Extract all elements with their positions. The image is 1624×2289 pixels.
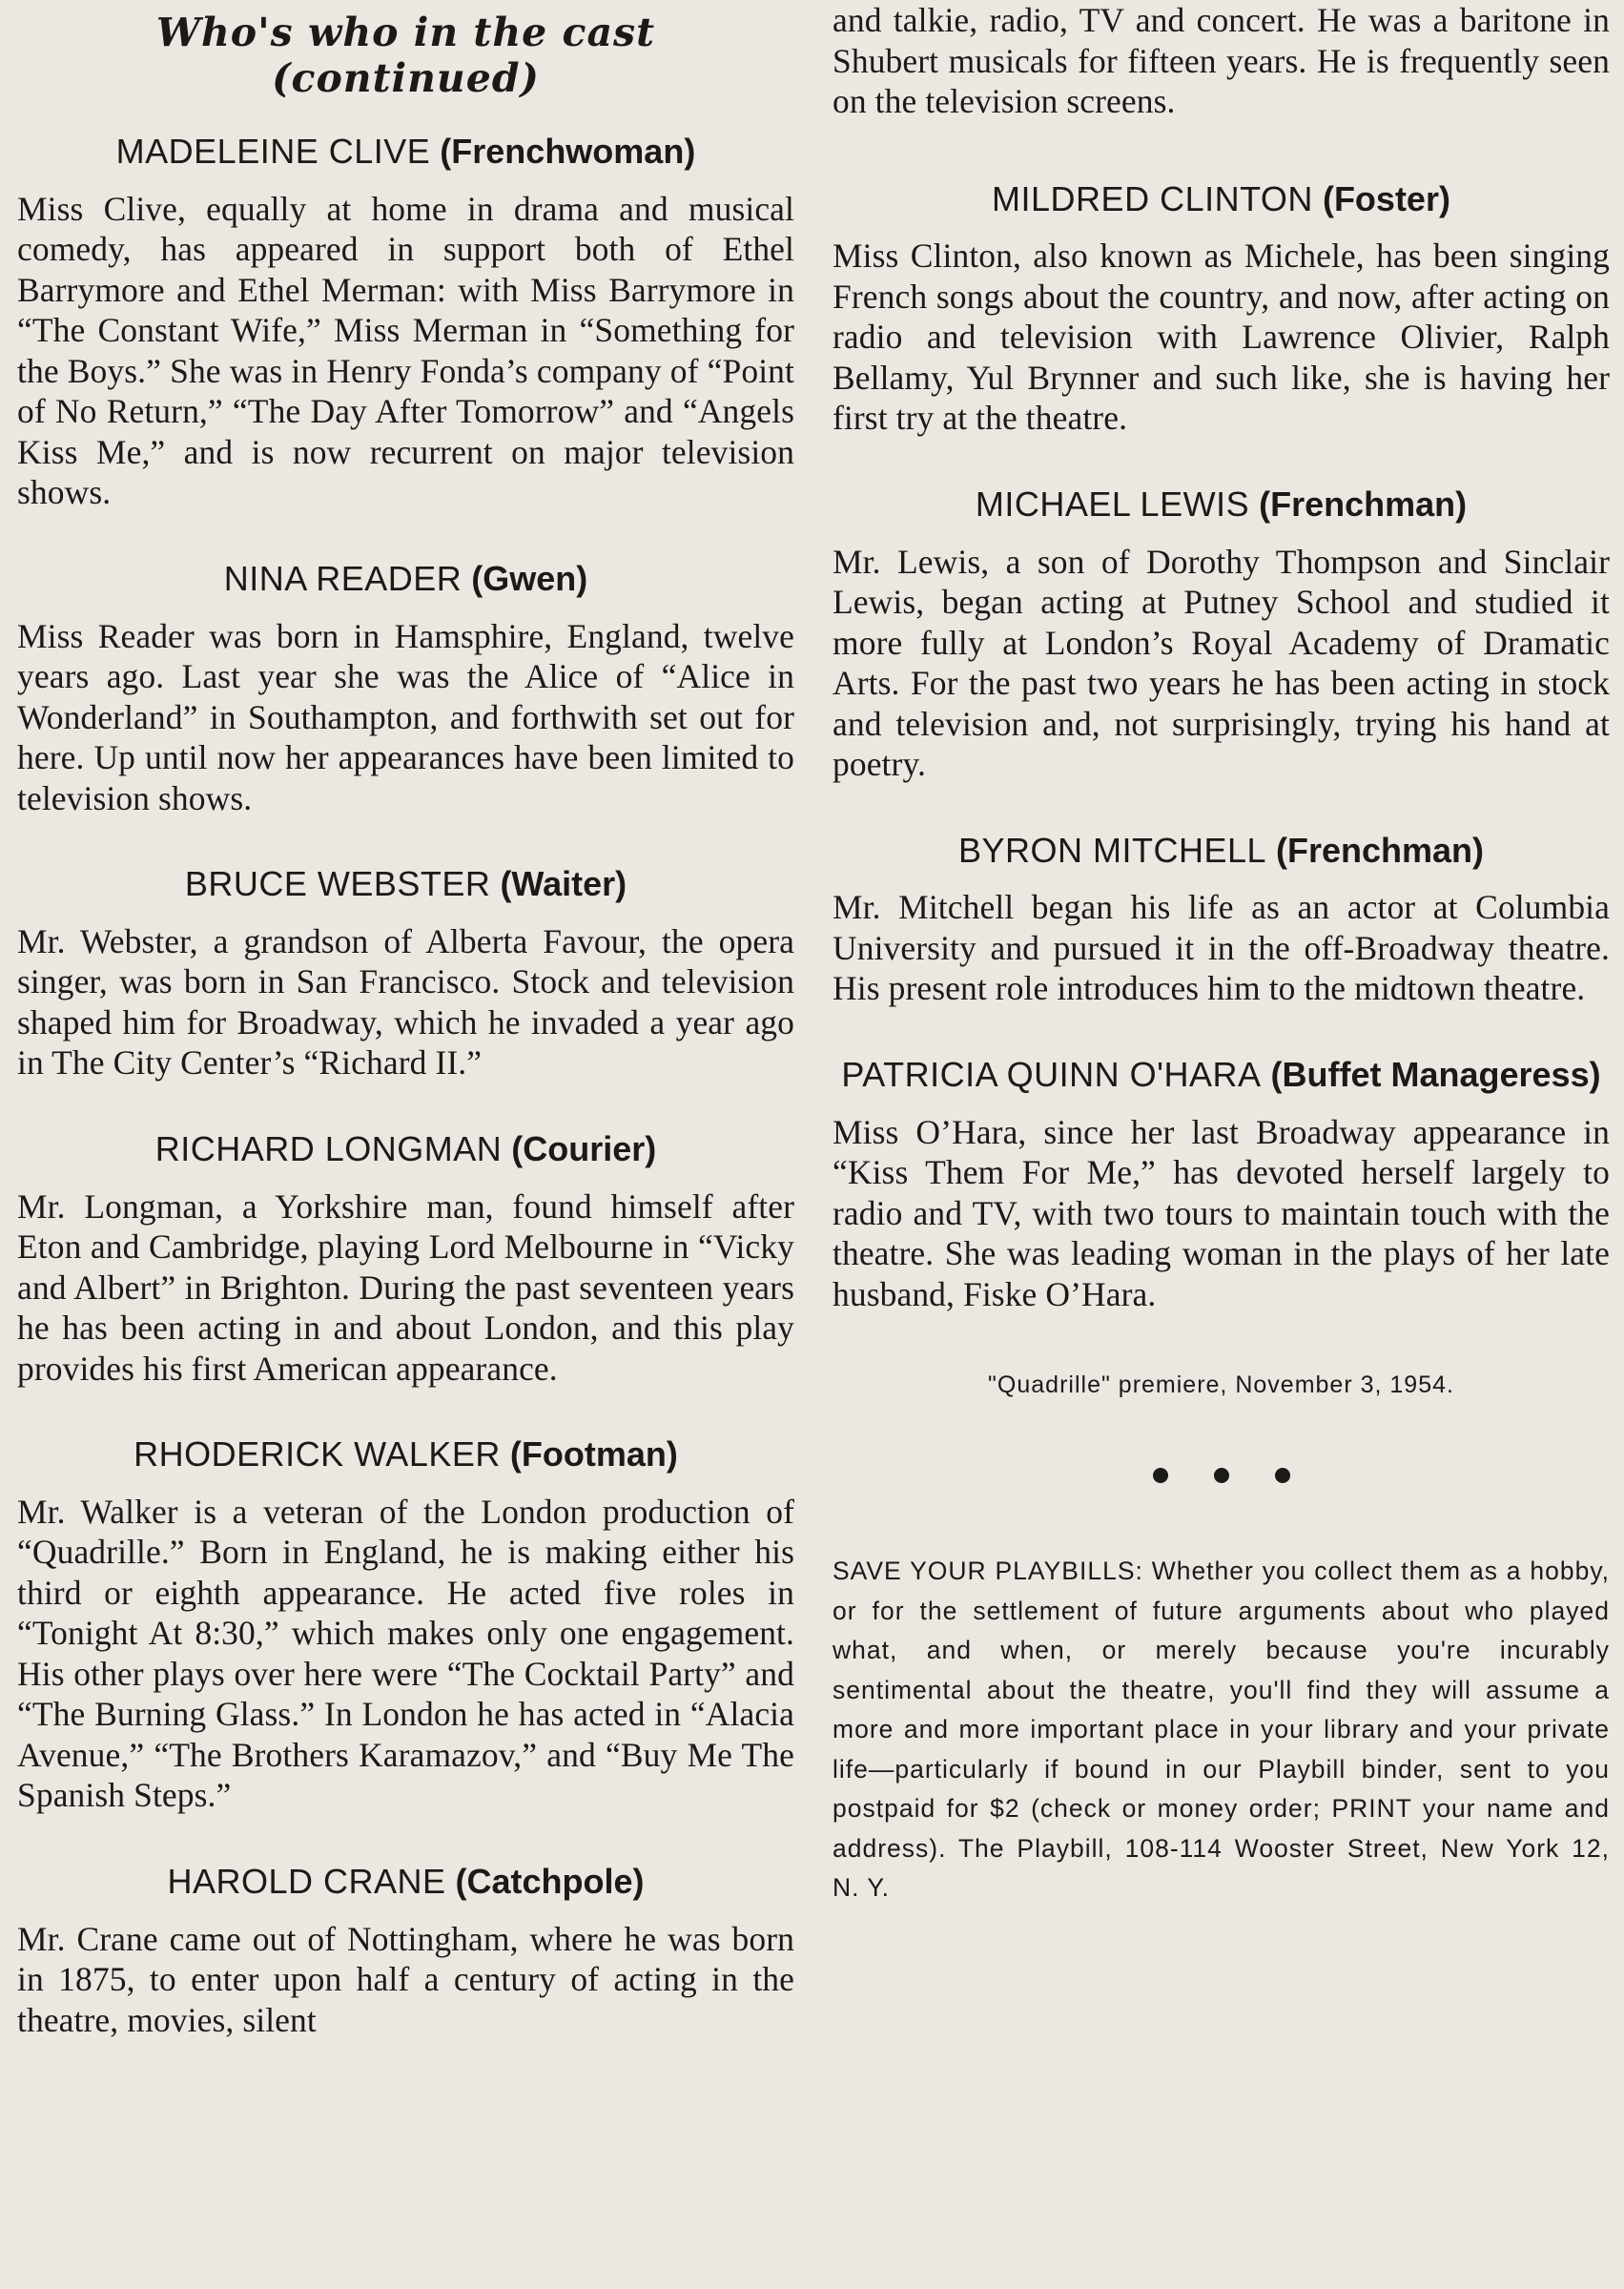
cast-role: (Catchpole) — [455, 1861, 645, 1901]
cast-role: (Waiter) — [500, 864, 627, 903]
cast-bio: Mr. Lewis, a son of Dorothy Thompson and Sinclair Lewis, began acting at Putney School and studied it more fully at London’s Royal Academy of Dramatic Arts. For the past two years he has been acting in stock and television and, not surprisingly, trying his hand at poetry. — [833, 542, 1610, 783]
cast-name: BYRON MITCHELL — [957, 830, 1266, 870]
cast-entry-reader — [17, 559, 794, 818]
cast-name: MADELEINE CLIVE — [115, 132, 431, 171]
cast-name-line — [833, 485, 1610, 525]
cast-entry-clinton — [833, 179, 1610, 439]
cast-name-line — [17, 1862, 794, 1902]
cast-name-line — [17, 559, 794, 599]
cast-bio: Mr. Webster, a grandson of Alberta Favour, the opera singer, was born in San Francisco. Stock and television shaped him for Broadway, which he invaded a year ago in The City Center’s “Richard II.” — [17, 921, 794, 1083]
cast-bio: Mr. Mitchell began his life as an actor at Columbia University and pursued it in the off-Broadway theatre. His present role introduces him to the midtown theatre. — [833, 888, 1610, 1008]
cast-bio: Mr. Crane came out of Nottingham, where he was born in 1875, to enter upon half a century of acting in the theatre, movies, silent — [17, 1919, 794, 2039]
cast-name: RHODERICK WALKER — [134, 1434, 501, 1474]
cast-entry-webster — [17, 864, 794, 1083]
cast-entry-walker — [17, 1434, 794, 1816]
cast-bio: Miss Clive, equally at home in drama and musical comedy, has appeared in support both of Ethel Barrymore and Ethel Merman: with Miss Barrymore in “The Constant Wife,” Miss Merman in “Something for the Boys.” She was in Henry Fonda’s company of “Point of No Return,” “The Day After Tomorrow” and “Angels Kiss Me,” and is now recurrent on major television shows. — [17, 189, 794, 512]
page-heading: Who's who in the cast (continued) — [155, 10, 656, 101]
cast-role: (Buffet Manageress) — [1270, 1054, 1601, 1094]
cast-name: BRUCE WEBSTER — [184, 864, 491, 903]
cast-bio: Mr. Walker is a veteran of the London production of “Quadrille.” Born in England, he is making either his third or eighth appearance. He acted five roles in “Tonight At 8:30,” which makes only one engagement. His other plays over here were “The Cocktail Party” and “The Burning Glass.” In London he has acted in “Alacia Avenue,” “The Brothers Karamazov,” and “Buy Me The Spanish Steps.” — [17, 1492, 794, 1815]
cast-entry-longman — [17, 1129, 794, 1389]
cast-role: (Frenchwoman) — [440, 132, 696, 171]
cast-name-line — [833, 179, 1610, 219]
cast-bio: Miss O’Hara, since her last Broadway appearance in “Kiss Them For Me,” has devoted herself largely to radio and TV, with two tours to maintain touch with the theatre. She was leading woman in the plays of her late husband, Fiske O’Hara. — [833, 1112, 1610, 1313]
cast-bio: Miss Clinton, also known as Michele, has been singing French songs about the country, and now, after acting on radio and television with Lawrence Olivier, Ralph Bellamy, Yul Brynner and such like, she is having her first try at the theatre. — [833, 237, 1610, 438]
cast-name-line — [17, 1434, 794, 1474]
cast-entry-clive — [17, 132, 794, 513]
cast-name: RICHARD LONGMAN — [154, 1128, 503, 1168]
cast-name-line — [17, 1129, 794, 1169]
cast-name-line — [833, 831, 1610, 871]
cast-entry-mitchell — [833, 831, 1610, 1009]
cast-role: (Courier) — [511, 1128, 657, 1168]
left-column — [17, 0, 794, 2040]
cast-name: HAROLD CRANE — [167, 1861, 446, 1901]
cast-role: (Footman) — [509, 1434, 678, 1474]
continued-bio-crane: and talkie, radio, TV and concert. He was a baritone in Shubert musicals for fifteen years. He is frequently seen on the television screens. — [833, 1, 1610, 120]
cast-entry-lewis — [833, 485, 1610, 785]
cast-name: MILDRED CLINTON — [992, 178, 1313, 218]
cast-name: PATRICIA QUINN O'HARA — [841, 1054, 1262, 1094]
cast-entry-ohara — [833, 1055, 1610, 1314]
cast-role: (Gwen) — [471, 558, 588, 598]
cast-role: (Foster) — [1322, 178, 1450, 218]
divider-dot — [1275, 1468, 1290, 1483]
cast-bio: Mr. Longman, a Yorkshire man, found himself after Eton and Cambridge, playing Lord Melbourne in “Vicky and Albert” in Brighton. During the past seventeen years he has been acting in and about London, and this play provides his first American appearance. — [17, 1186, 794, 1388]
premiere-note: "Quadrille" premiere, November 3, 1954. — [988, 1371, 1454, 1398]
cast-name-line — [17, 864, 794, 904]
divider-dot — [1153, 1468, 1168, 1483]
cast-name-line — [833, 1055, 1610, 1095]
cast-bio: Miss Reader was born in Hamsphire, England, twelve years ago. Last year she was the Alice of “Alice in Wonderland” in Southampton, and forthwith set out for here. Up until now her appearances have been limited to television shows. — [17, 616, 794, 817]
cast-name: NINA READER — [223, 558, 463, 598]
cast-name-line — [17, 132, 794, 172]
cast-name: MICHAEL LEWIS — [975, 484, 1250, 524]
cast-role: (Frenchman) — [1259, 484, 1468, 524]
cast-entry-crane — [17, 1862, 794, 2040]
right-column — [833, 0, 1610, 1908]
section-divider-dots — [833, 1449, 1610, 1491]
cast-role: (Frenchman) — [1276, 830, 1485, 870]
save-playbills-notice: SAVE YOUR PLAYBILLS: Whether you collect them as a hobby, or for the settlement of future arguments about who played what, and when, or merely because you're incurably sentimental about the theatre, you'll find they will assume a more and more important place in your library and your private life—particularly if bound in our Playbill binder, sent to you postpaid for $2 (check or money order; PRINT your name and address). The Playbill, 108-114 Wooster Street, New York 12, N. Y. — [833, 1557, 1610, 1902]
divider-dot — [1214, 1468, 1229, 1483]
